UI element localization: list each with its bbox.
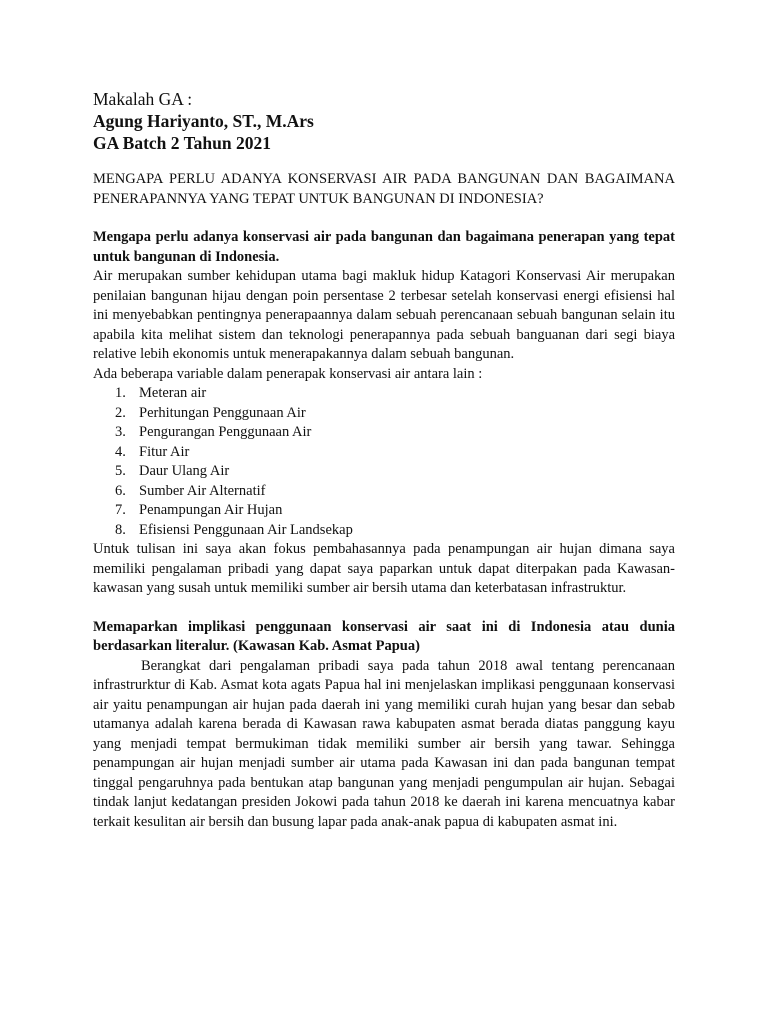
section-1-closing: Untuk tulisan ini saya akan fokus pembahasannya pada penampungan air hujan dimana saya memiliki pengalaman pribadi yang dapat saya paparkan untuk dapat diterpakan pada Kawasan-kawasan yang susah untuk memiliki sumber air bersih utama dan keterbatasan infrastruktur.	[93, 541, 675, 596]
list-item: 5. Daur Ulang Air	[115, 463, 230, 479]
list-item: 6. Sumber Air Alternatif	[115, 482, 266, 499]
spacer	[93, 209, 675, 228]
section-2-paragraph: Berangkat dari pengalaman pribadi saya pada tahun 2018 awal tentang perencanaan infrastrurktur di Kab. Asmat kota agats Papua hal ini menjelaskan implikasi penggunaan konservasi air yaitu penampungan air hujan pada daerah ini yang memiliki curah hujan yang besar dan sebab utamanya adalah karena berada di Kawasan rawa kabupaten asmat berada diatas panggung kayu yang menjadi tempat bermukiman tidak memiliki sumber air bersih yang tawar. Sehingga penampungan air hujan menjadi sumber air utama pada Kawasan ini dan pada bangunan tempat tinggal pengaruhnya pada bentukan atap bangunan yang menjadi pengumpulan air hujan. Sebagai tindak lanjut kedatangan presiden Jokowi pada tahun 2018 ke daerah ini karena mencuatnya kabar terkait kesulitan air bersih dan busung lapar pada anak-anak papua di kabupaten asmat ini.	[93, 657, 675, 830]
list-item: 4. Fitur Air	[115, 443, 190, 460]
spacer	[93, 599, 675, 618]
section-2	[93, 618, 675, 833]
variable-list	[93, 384, 675, 540]
list-item: 8. Efisiensi Penggunaan Air Landsekap	[115, 521, 353, 538]
document-header	[93, 88, 675, 154]
section-2-heading: Memaparkan implikasi penggunaan konservasi air saat ini di Indonesia atau dunia berdasarkan literalur. (Kawasan Kab. Asmat Papua)	[93, 618, 675, 654]
list-item: 3. Pengurangan Penggunaan Air	[115, 424, 312, 440]
list-item: 7. Penampungan Air Hujan	[115, 502, 283, 518]
list-item: 2. Perhitungan Penggunaan Air	[115, 404, 306, 421]
list-item: 1. Meteran air	[115, 385, 207, 401]
section-1-heading: Mengapa perlu adanya konservasi air pada bangunan dan bagaimana penerapan yang tepat untuk bangunan di Indonesia.	[93, 229, 675, 265]
document-content	[93, 88, 675, 832]
main-title: MENGAPA PERLU ADANYA KONSERVASI AIR PADA BANGUNAN DAN BAGAIMANA PENERAPANNYA YANG TEPAT UNTUK BANGUNAN DI INDONESIA?	[93, 171, 675, 207]
section-1-paragraph: Air merupakan sumber kehidupan utama bagi makluk hidup Katagori Konservasi Air merupakan penilaian bangunan hijau dengan poin persentase 2 terbesar setelah konservasi energi efisiensi hal ini menyebabkan pentingnya penerapaannya dalam sebuah perencanaan sebuah bangunan selain itu apabila kita melihat sistem dan teknologi penerapannya pada sebuah banguanan dari segi biaya relative lebih ekonomis untuk menerapakannya dalam sebuah bangunan.	[93, 268, 675, 362]
spacer	[93, 154, 675, 170]
list-intro: Ada beberapa variable dalam penerapak konservasi air antara lain :	[93, 365, 483, 382]
header-line-1: Makalah GA :	[93, 89, 193, 109]
batch-year: GA Batch 2 Tahun 2021	[93, 133, 271, 153]
author-name: Agung Hariyanto, ST., M.Ars	[93, 111, 314, 131]
section-1	[93, 228, 675, 599]
